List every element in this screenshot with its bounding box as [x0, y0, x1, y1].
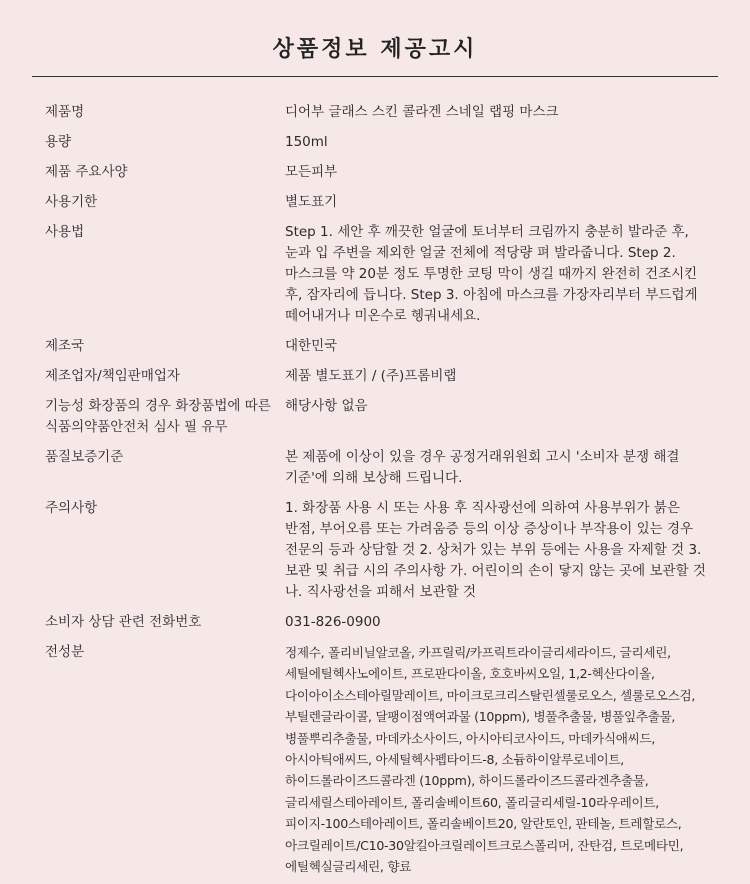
info-row-precautions — [32, 498, 718, 603]
info-label: 전성분 — [45, 644, 85, 660]
info-row-expiry — [32, 192, 718, 213]
info-value: 대한민국 — [285, 338, 338, 354]
info-value: 디어부 글래스 스킨 콜라겐 스네일 랩핑 마스크 — [285, 104, 559, 120]
info-value: 모든피부 — [285, 164, 338, 180]
info-value: 031-826-0900 — [285, 614, 381, 630]
info-value: Step 1. 세안 후 깨끗한 얼굴에 토너부터 크림까지 충분히 발라준 후, 눈과 입 주변을 제외한 얼굴 전체에 적당량 펴 발라줍니다. Step 2. 마스크를 약 20분 정도 투명한 코팅 막이 생길 때까지 완전히 건조시킨 후, 잠자리에 듭니다. Step 3. 아침에 마스크를 가장자리부터 부드럽게 떼어내거나 미온수로 헹궈내세요. — [285, 224, 698, 324]
info-value: 1. 화장품 사용 시 또는 사용 후 직사광선에 의하여 사용부위가 붉은 반점, 부어오름 또는 가려움증 등의 이상 증상이나 부작용이 있는 경우 전문의 등과 상담할 것 2. 상처가 있는 부위 등에는 사용을 자제할 것 3. 보관 및 취급 시의 주의사항 가. 어린이의 손이 닿지 않는 곳에 보관할 것 나. 직사광선을 피해서 보관할 것 — [285, 500, 706, 600]
info-value: 본 제품에 이상이 있을 경우 공정거래위원회 고시 '소비자 분쟁 해결 기준'에 의해 보상해 드립니다. — [285, 449, 680, 486]
info-value: 정제수, 폴리비닐알코올, 카프릴릭/카프릭트라이글리세라이드, 글리세린, 세틸에틸헥사노에이트, 프로판다이올, 호호바씨오일, 1,2-헥산다이올, 다이아이소스테아릴말레이트, 마이크로크리스탈린셀룰로오스, 셀룰로오스검, 부틸렌글라이콜, 달팽이점액여과물 (10ppm), 병풀추출물, 병풀잎추출물, 병풀뿌리추출물, 마데카소사이드, 아시아티코사이드, 마데카식애씨드, 아시아틱애씨드, 아세틸헥사펩타이드-8, 소듐하이알루로네이트, 하이드롤라이즈드콜라겐 (10ppm), 하이드롤라이즈드콜라겐추출물, 글리세릴스테아레이트, 폴리솔베이트60, 폴리글리세릴-10라우레이트, 피이지-100스테아레이트, 폴리솔베이트20, 알란토인, 판테놀, 트레할로스, 아크릴레이트/C10-30알킬아크릴레이트크로스폴리머, 잔탄검, 트로메타민, 에틸헥실글리세린, 향료 — [285, 645, 696, 875]
info-row-phone — [32, 612, 718, 633]
info-label: 제품명 — [45, 104, 85, 120]
info-label: 주의사항 — [45, 500, 98, 516]
info-label: 용량 — [45, 134, 72, 150]
info-value: 150ml — [285, 134, 328, 150]
info-row-functional-review — [32, 396, 718, 438]
page-title: 상품정보 제공고시 — [272, 37, 478, 62]
info-row-manufacturer — [32, 366, 718, 387]
info-row-volume — [32, 132, 718, 153]
info-value: 별도표기 — [285, 194, 338, 210]
info-row-usage — [32, 222, 718, 327]
info-label: 품질보증기준 — [45, 449, 124, 465]
info-label: 소비자 상담 관련 전화번호 — [45, 614, 202, 630]
info-label: 사용기한 — [45, 194, 98, 210]
info-label: 제조국 — [45, 338, 85, 354]
info-row-product-name — [32, 102, 718, 123]
info-label: 제조업자/책임판매업자 — [45, 368, 180, 384]
info-label: 제품 주요사양 — [45, 164, 128, 180]
info-value: 제품 별도표기 / (주)프롬비랩 — [285, 368, 457, 384]
info-row-quality-guarantee — [32, 447, 718, 489]
info-row-country — [32, 336, 718, 357]
info-value: 해당사항 없음 — [285, 398, 368, 414]
info-label: 사용법 — [45, 224, 85, 240]
info-label: 기능성 화장품의 경우 화장품법에 따른 식품의약품안전처 심사 필 유무 — [45, 398, 271, 435]
info-row-ingredients — [32, 642, 718, 877]
info-row-specs — [32, 162, 718, 183]
info-table — [32, 77, 718, 877]
